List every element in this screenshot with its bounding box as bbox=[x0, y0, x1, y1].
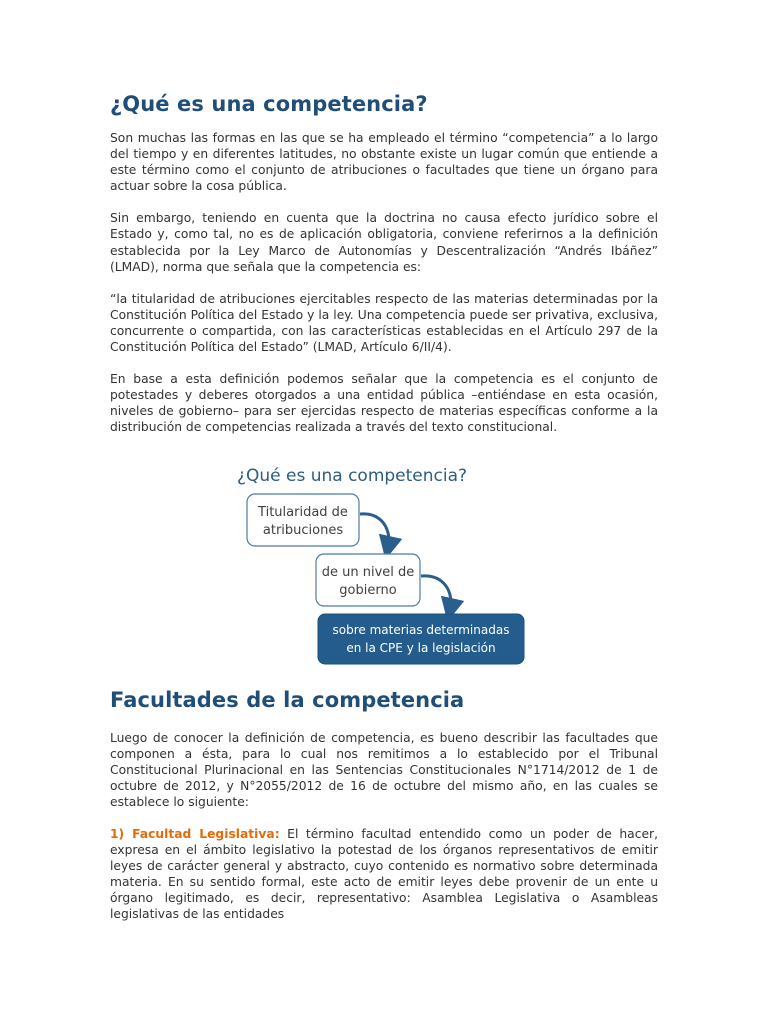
box2-line2: gobierno bbox=[339, 582, 397, 598]
paragraph-6 bbox=[110, 826, 658, 923]
diagram-box-nivel-gobierno bbox=[316, 554, 420, 606]
paragraph-3-quote: “la titularidad de atribuciones ejercitables respecto de las materias determinadas por la Constitución Política del Estado y la ley. Una competencia puede ser privativa, exclusiva, concurrente o compartida, con las características establecidas en el Artículo 297 de la Constitución Política del Estado” (LMAD, Artículo 6/II/4). bbox=[110, 291, 658, 355]
box1-line2: atribuciones bbox=[262, 522, 344, 538]
document-content bbox=[110, 92, 658, 939]
box1-line1: Titularidad de bbox=[258, 504, 348, 520]
competencia-diagram bbox=[110, 452, 658, 674]
diagram-svg bbox=[110, 452, 658, 674]
facultad-legislativa-text: El término facultad entendido como un poder de hacer, expresa en el ámbito legislativo la potestad de los órganos representativos de emitir leyes de carácter general y abstracto, cuyo contenido es normativo sobre determinada materia. En su sentido formal, este acto de emitir leyes debe provenir de un ente u órgano legitimado, es decir, representativo: Asamblea Legislativa o Asambleas legislativas de las entidades bbox=[110, 826, 658, 922]
section-title-facultades: Facultades de la competencia bbox=[110, 687, 465, 712]
paragraph-5: Luego de conocer la definición de competencia, es bueno describir las facultades que componen a ésta, para lo cual nos remitimos a lo establecido por el Tribunal Constitucional Plurinacional en las Sentencias Constitucionales N°1714/2012 de 1 de octubre de 2012, y N°2055/2012 de 16 de octubre del mismo año, en las cuales se establece lo siguiente: bbox=[110, 730, 658, 809]
diagram-title: ¿Qué es una competencia? bbox=[236, 465, 468, 486]
section-title-competencia: ¿Qué es una competencia? bbox=[110, 92, 428, 116]
diagram-arrow-2 bbox=[421, 575, 451, 609]
box3-line2: en la CPE y la legislación bbox=[346, 640, 496, 655]
facultad-legislativa-label: 1) Facultad Legislativa: bbox=[110, 826, 280, 841]
paragraph-2: Sin embargo, teniendo en cuenta que la doctrina no causa efecto jurídico sobre el Estado y, como tal, no es de aplicación obligatoria, conviene referirnos a la definición establecida por la Ley Marco de Autonomías y Descentralización “Andrés Ibáñez” (LMAD), norma que señala que la competencia es: bbox=[110, 211, 658, 274]
paragraph-4: En base a esta definición podemos señalar que la competencia es el conjunto de potestades y deberes otorgados a una entidad pública –entiéndase en esta ocasión, niveles de gobierno– para ser ejercidas respecto de materias específicas conforme a la distribución de competencias realizada a través del texto constitucional. bbox=[110, 372, 658, 435]
box2-line1: de un nivel de bbox=[321, 564, 415, 580]
diagram-box-titularidad bbox=[247, 494, 359, 546]
box3-line1: sobre materias determinadas bbox=[332, 622, 510, 637]
diagram-box-materias bbox=[318, 614, 524, 664]
paragraph-1: Son muchas las formas en las que se ha empleado el término “competencia” a lo largo del tiempo y en diferentes latitudes, no obstante existe un lugar común que entiende a este término como el conjunto de atribuciones o facultades que tiene un órgano para actuar sobre la cosa pública. bbox=[110, 131, 658, 194]
diagram-arrow-1 bbox=[360, 513, 389, 547]
